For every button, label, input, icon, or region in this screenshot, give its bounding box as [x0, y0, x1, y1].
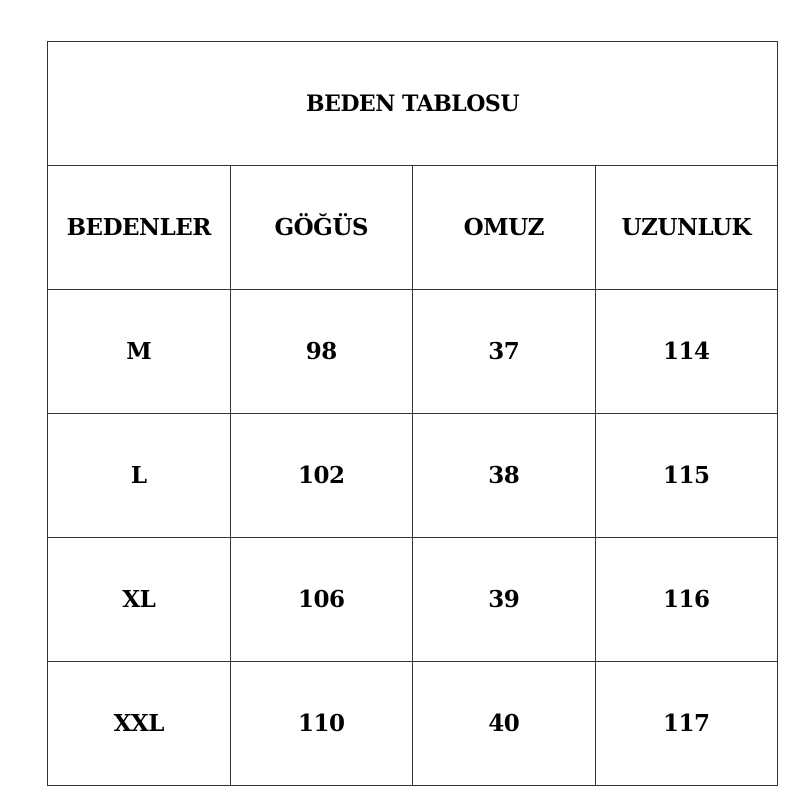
- size-chart-table: [47, 41, 778, 786]
- title-row: [48, 42, 778, 166]
- cell-shoulder: 38: [413, 414, 596, 538]
- cell-chest: 102: [230, 414, 413, 538]
- cell-size: L: [48, 414, 231, 538]
- cell-shoulder: 39: [413, 538, 596, 662]
- cell-length: 114: [595, 290, 778, 414]
- cell-shoulder: 37: [413, 290, 596, 414]
- cell-shoulder: 40: [413, 662, 596, 786]
- cell-length: 117: [595, 662, 778, 786]
- header-length: UZUNLUK: [595, 166, 778, 290]
- cell-size: M: [48, 290, 231, 414]
- table-row: [48, 290, 778, 414]
- table-row: [48, 414, 778, 538]
- cell-chest: 106: [230, 538, 413, 662]
- cell-chest: 110: [230, 662, 413, 786]
- cell-size: XL: [48, 538, 231, 662]
- header-shoulder: OMUZ: [413, 166, 596, 290]
- cell-length: 115: [595, 414, 778, 538]
- cell-size: XXL: [48, 662, 231, 786]
- table-title: BEDEN TABLOSU: [48, 42, 778, 166]
- header-row: [48, 166, 778, 290]
- header-sizes: BEDENLER: [48, 166, 231, 290]
- cell-length: 116: [595, 538, 778, 662]
- table-row: [48, 662, 778, 786]
- cell-chest: 98: [230, 290, 413, 414]
- header-chest: GÖĞÜS: [230, 166, 413, 290]
- table-row: [48, 538, 778, 662]
